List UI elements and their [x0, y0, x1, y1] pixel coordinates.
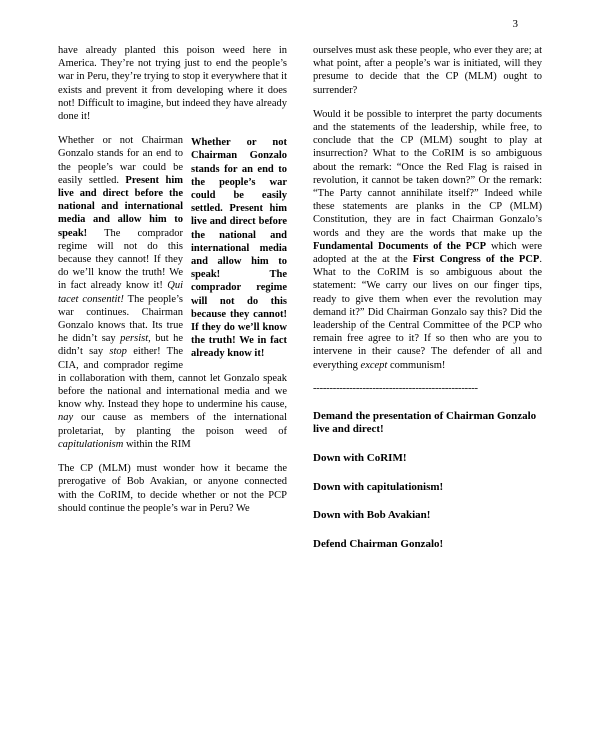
lp2-seg-3: either! The CIA, and comprador regime in collaboration with them, cannot let Gonzalo speak before the national and international media and we know why. Instead they hope to undermine his cause,: [58, 346, 287, 411]
lp2-italic-nay: nay: [58, 412, 74, 424]
left-paragraph-3-text: The CP (MLM) must wonder how it became the prerogative of Bob Avakian, or anyone connected with the CoRIM, to decide whether or not the PCP should continue the people’s war in Peru? We: [58, 463, 287, 514]
slogan-4: Down with Bob Avakian!: [313, 509, 431, 522]
page-number: 3: [512, 18, 518, 30]
rp2-bold-fundamental-documents: Fundamental Documents of the PCP: [313, 240, 487, 252]
section-divider: --------------------------------------------------: [313, 382, 478, 394]
right-paragraph-2: [313, 108, 542, 372]
lp2-intro: Whether or not Chairman Gonzalo stands for an end to the people’s war could be easily settled.: [58, 135, 183, 186]
right-paragraph-1-text: ourselves must ask these people, who ever they are; at what point, after a people’s war is initiated, will they presume to decide that the CP (MLM) ought to surrender?: [313, 45, 542, 96]
slogan-2: Down with CoRIM!: [313, 452, 407, 465]
left-column: [58, 44, 287, 566]
rp2-italic-except: except: [360, 359, 388, 371]
rp2-seg-1: Would it be possible to interpret the party documents and the statements of the leadership, while free, to conclude that the CP (MLM) sought to play at insurrection? What to the CoRIM is so ambiguous about the remark: “Once the Red Flag is raised in revolution, it cannot be taken down?” Or the remark: “The Party cannot annihilate itself?” Indeed while these statements are planks in the CP (MLM) Constitution, they are in fact Chairman Gonzalo’s words and they are the words that make up the: [313, 108, 542, 239]
lp2-seg-2: , but he didn’t say: [58, 333, 183, 358]
rp2-seg-3: . What to the CoRIM is so ambiguous about the statement: “We carry our lives on our finger tips, ready to give them when ever the revolution may demand it?” Did Chairman Gonzalo say this? Did the leadership of the Central Committee of the PCP who remain free agree to it? If so then who are you to intervene in their cause? The defender of all and everything: [313, 254, 542, 371]
rp2-seg-4: communism!: [387, 359, 446, 371]
slogan-1: Demand the presentation of Chairman Gonzalo live and direct!: [313, 409, 537, 436]
slogan-5: Defend Chairman Gonzalo!: [313, 537, 444, 550]
rp2-seg-2: which were adopted at the at the: [313, 240, 542, 266]
left-paragraph-1: [58, 44, 287, 123]
lp2-italic-persist: persist: [120, 333, 149, 345]
left-paragraph-2: [58, 134, 287, 451]
right-paragraph-1: [313, 44, 542, 97]
left-paragraph-1-text: have already planted this poison weed here in America. They’re not trying just to end the people’s war in Peru, they’re trying to stop it everywhere that it exists and prevent it from developing where it does not! Difficult to imagine, but indeed they have already done it!: [58, 45, 287, 123]
rp2-bold-first-congress: First Congress of the PCP: [412, 254, 540, 266]
left-paragraph-3: [58, 462, 287, 515]
lp2-bold: Present him live and direct before the national and international media and allow him to speak!: [58, 174, 183, 239]
lp2-italic-latin: Qui tacet consentit!: [58, 280, 183, 305]
lp2-italic-capitulationism: capitulationism: [58, 438, 124, 450]
lp2-seg-5: within the RIM: [123, 438, 191, 450]
lp2-seg-4: our cause as members of the international proletariat, by planting the poison weed of: [58, 412, 287, 437]
lp2-italic-stop: stop: [109, 346, 127, 358]
two-column-body: [58, 44, 542, 566]
lp2-mid: The comprador regime will not do this because they cannot! If they do we’ll know the truth! We in fact already know it!: [58, 227, 183, 292]
pull-quote: Whether or not Chairman Gonzalo stands for an end to the people’s war could be easily settled. Present him live and direct before the national and international media and allow him to speak! The comprador regime will not do this because they cannot! If they do we’ll know the truth! We in fact already know it!: [191, 137, 287, 360]
right-column: [313, 44, 542, 566]
slogan-3: Down with capitulationism!: [313, 480, 444, 493]
lp2-after-italic: The people’s war continues. Chairman Gonzalo knows that. Its true he didn’t say: [58, 293, 183, 345]
